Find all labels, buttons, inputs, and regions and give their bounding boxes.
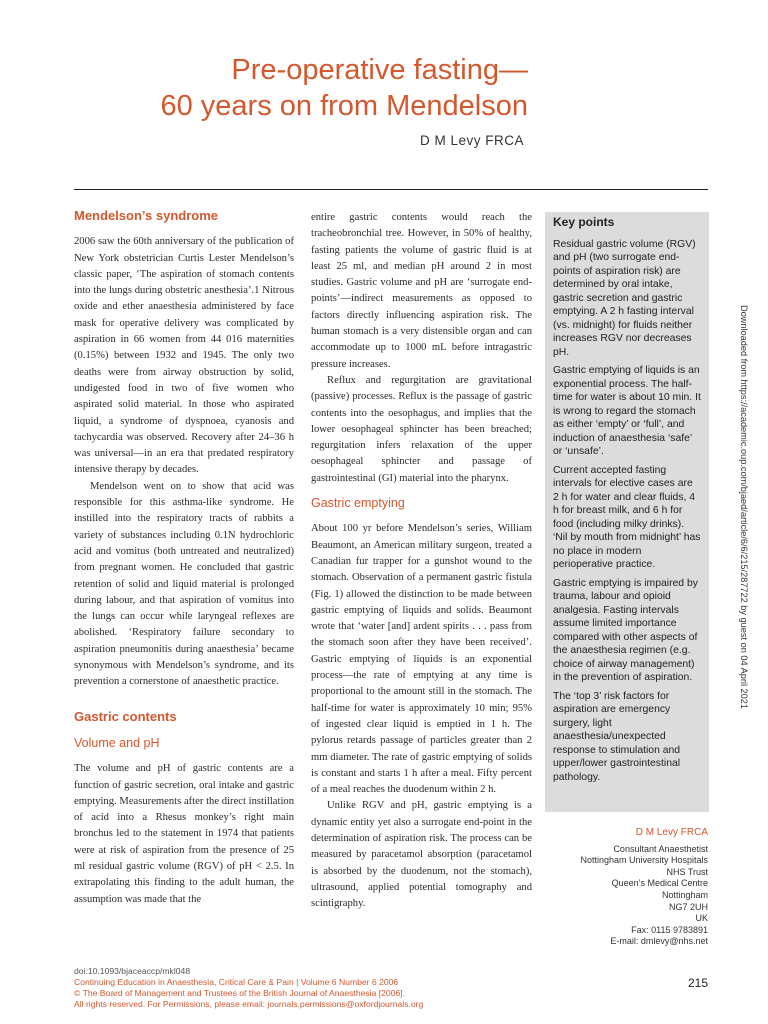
rights-notice: All rights reserved. For Permissions, please email: journals.permissions@oxfordjournals.org	[74, 999, 424, 1009]
article-title	[160, 52, 528, 124]
paragraph: entire gastric contents would reach the tracheobronchial tree. However, in 50% of healthy, fasting patients the volume of gastric fluid is at least 25 ml, and median pH around 2 in most studies. Gastric volume and pH are ‘surrogate end-points’—indirect measurements as opposed to factors directly influencing aspiration risk. The human stomach is a very distensible organ and can accommodate up to 1000 mL before intragastric pressure increases.	[311, 212, 532, 370]
key-points-box	[545, 212, 709, 812]
paragraph: About 100 yr before Mendelson’s series, William Beaumont, an American military surgeon, treated a Canadian fur trapper for a gunshot wound to the stomach. Observation of a permanent gastric fistula (Fig. 1) allowed the distinction to be made between gastric emptying of liquids and solids. Beaumont wrote that ‘water [and] ardent spirits . . . pass from the stomach soon after they have been received’. Gastric emptying of liquids is an exponential process—the rate of emptying at any time is proportional to the amount still in the stomach. The half-time for water is approximately 10 min; 95% of ingested clear liquid is emptied in 1 h. The pylorus retards passage of particles greater than 2 mm diameter. The rate of gastric emptying of solids is constant and starts 1 h after a meal. Fifty percent of a meal reaches the duodenum within 2 h.	[311, 523, 532, 796]
author-address	[580, 827, 708, 948]
paragraph: Mendelson went on to show that acid was responsible for this asthma-like syndrome. He instilled into the respiratory tracts of rabbits a variety of substances including 0.1N hydrochloric acid and vomitus (both untreated and neutralized) from pregnant women. He concluded that gastric retention of solid and liquid material is prolonged during labour, and that aspiration of vomitus into the lungs can occur while laryngeal reflexes are abolished. ‘Respiratory failure secondary to aspiration pneumonitis during anaesthesia’ became synonymous with Mendelson’s syndrome, and its prevention a cornerstone of anaesthetic practice.	[74, 480, 294, 688]
key-point: Current accepted fasting intervals for elective cases are 2 h for water and clear fluids, 4 h for breast milk, and 6 h for food (including milky drinks). ‘Nil by mouth from midnight’ has no place in modern perioperative practice.	[553, 464, 701, 570]
address-line: NG7 2UH	[668, 901, 708, 912]
author-byline: D M Levy FRCA	[420, 133, 525, 148]
doi: doi:10.1093/bjaceaccp/mkl048	[74, 966, 191, 976]
author-name: D M Levy FRCA	[635, 827, 708, 838]
address-email[interactable]: E-mail: dmlevy@nhs.net	[610, 936, 708, 947]
key-point: Gastric emptying is impaired by trauma, labour and opioid analgesia. Fasting intervals assume limited importance compared with other aspects of the anaesthesia regimen (e.g. choice of airway management) in the prevention of aspiration.	[553, 577, 698, 683]
page-footer	[74, 966, 423, 1010]
address-line: Queen’s Medical Centre	[611, 878, 708, 889]
key-point: The ‘top 3’ risk factors for aspiration are emergency surgery, light anaesthesia/unexpected response to stimulation and upper/lower gastrointestinal pathology.	[553, 690, 681, 783]
journal-citation: Continuing Education in Anaesthesia, Critical Care & Pain | Volume 6 Number 6 2006	[74, 977, 399, 987]
address-line: Consultant Anaesthetist	[613, 843, 708, 854]
header-divider	[74, 189, 708, 190]
column-middle	[311, 210, 532, 912]
download-notice-text: Downloaded from https://academic.oup.com/bjaed/article/6/6/215/287722 by guest on 04 April 2021	[739, 305, 749, 709]
address-line: NHS Trust	[666, 866, 708, 877]
copyright: © The Board of Management and Trustees of the British Journal of Anaesthesia [2006].	[74, 988, 406, 998]
address-line: Nottingham	[661, 889, 708, 900]
key-points-heading: Key points	[553, 215, 615, 229]
paragraph: Reflux and regurgitation are gravitational (passive) processes. Reflux is the passage of gastric contents into the oesophagus, and implies that the lower oesophageal sphincter has been breached; regurgitation infers relaxation of the upper oesophageal sphincter and passage of gastrointestinal (GI) material into the pharynx.	[311, 374, 532, 484]
title-line-2: 60 years on from Mendelson	[160, 90, 528, 122]
section-heading-mendelson: Mendelson’s syndrome	[74, 208, 218, 223]
subheading-gastric-emptying: Gastric emptying	[311, 496, 405, 511]
download-notice	[737, 305, 749, 785]
subheading-volume-ph: Volume and pH	[74, 735, 160, 750]
column-left	[74, 208, 294, 908]
paragraph: The volume and pH of gastric contents are a function of gastric secretion, oral intake and gastric emptying. Measurements after the direct instillation of acid into a Rhesus monkey’s right main bronchus led to the statement in 1974 that patients were at risk of aspiration from the presence of 25 ml residual gastric volume (RGV) of pH < 2.5. In extrapolating this finding to the adult human, the assumption was made that the	[74, 763, 294, 905]
address-line: Nottingham University Hospitals	[580, 855, 708, 866]
section-heading-gastric-contents: Gastric contents	[74, 708, 177, 724]
key-point: Residual gastric volume (RGV) and pH (two surrogate end-points of aspiration risk) are determined by oral intake, gastric secretion and gastric emptying. A 2 h fasting interval (vs. midnight) for fluids neither increases RGV nor decreases pH.	[553, 238, 696, 358]
address-line: Fax: 0115 9783891	[631, 924, 708, 935]
title-line-1: Pre-operative fasting—	[231, 54, 528, 86]
key-point: Gastric emptying of liquids is an exponential process. The half-time for water is about 10 min. It is wrong to regard the stomach as either ‘empty’ or ‘full’, and induction of anaesthesia ‘safe’ or ‘unsafe’.	[553, 365, 701, 457]
address-line: UK	[695, 913, 708, 924]
paragraph: Unlike RGV and pH, gastric emptying is a dynamic entity yet also a surrogate end-point in the determination of aspiration risk. The process can be measured by paracetamol absorption (paracetamol is absorbed by the duodenum, not the stomach), ultrasound, applied potential tomography and scintigraphy.	[311, 800, 532, 910]
paragraph: 2006 saw the 60th anniversary of the publication of New York obstetrician Curtis Lester Mendelson’s classic paper, ‘The aspiration of stomach contents into the lungs during obstetric anesthesia’.1 Nitrous oxide and ether anaesthesia administered by face mask for operative delivery was complicated by aspiration in 66 women from 44 016 maternities (0.15%) between 1932 and 1945. The only two deaths were from airway obstruction by solid, undigested food in two of five women who aspirated solid material. In those who aspirated liquid, a syndrome of dyspnoea, cyanosis and tachycardia was observed. Recovery after 24–36 h was universal—in an era that predated respiratory intensive therapy by decades.	[74, 236, 294, 476]
page-number: 215	[688, 976, 709, 990]
